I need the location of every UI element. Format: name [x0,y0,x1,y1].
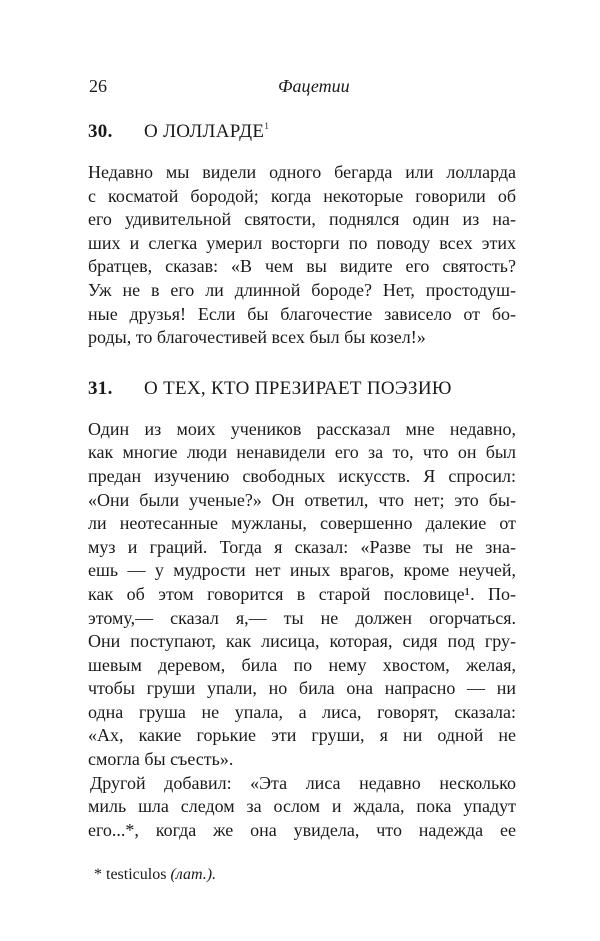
section-30-note-mark: 1 [264,121,270,131]
text-line: предан изучению свободных искусств. Я спросил: [88,465,516,486]
section-31-paragraph-1 [88,418,516,772]
text-line: как об этом говорится в старой пословице¹. По- [88,583,516,604]
text-line: миль шла следом за ослом и ждала, пока упадут [88,796,516,817]
text-line: одна груша не упала, а лиса, говорят, сказала: [88,701,516,722]
section-31-heading [88,378,516,400]
page-number: 26 [89,76,107,96]
text-line: ших и слегка умерил восторги по поводу всех этих [88,232,516,253]
text-line: его удивительной святости, поднялся один из на- [88,209,516,230]
text-line: Один из моих учеников рассказал мне недавно, [88,418,516,439]
text-line: «Ах, какие горькие эти груши, я ни одной не [88,725,516,746]
book-page [88,70,516,884]
text-line: шевым деревом, била по нему хвостом, желая, [88,654,516,675]
text-line: его...*, когда же она увидела, что надежда ее [88,819,516,840]
text-line: с косматой бородой; когда некоторые говорили об [88,185,516,206]
text-line: братцев, сказав: «В чем вы видите его святость? [88,256,516,277]
text-line: «Они были ученые?» Он ответил, что нет; это бы- [88,489,516,510]
text-line: смогла бы съесть». [88,749,234,770]
text-line: ли неотесанные мужланы, совершенно далекие от [88,513,516,534]
text-line: Другой добавил: «Эта лиса недавно несколько [90,772,516,793]
text-line: ешь — у мудрости нет иных врагов, кроме неучей, [88,560,516,581]
section-30-number: 30. [88,121,113,142]
text-line: Недавно мы видели одного бегарда или лолларда [88,162,516,182]
text-line: ные друзья! Если бы благочестие зависело от бо- [88,303,516,324]
text-line: Они поступают, как лисица, которая, сидя под гру- [88,631,516,652]
running-head [88,70,516,102]
footnote [88,866,516,884]
text-line: роды, то благочестивей всех был бы козел!» [88,327,426,348]
text-line: как многие люди ненавидели его за то, что он был [88,442,516,463]
text-line: Уж не в его ли длинной бороде? Нет, простодуш- [88,279,516,300]
section-30-title-text: О ЛОЛЛАРДЕ [144,121,265,142]
footnote-text: testiculos [106,866,167,884]
book-title: Фацетии [278,76,350,96]
text-line: этому,— сказал я,— ты не должен огорчаться. [88,607,516,628]
text-line: муз и граций. Тогда я сказал: «Разве ты не зна- [88,536,516,557]
footnote-lang: (лат.). [170,866,217,884]
section-30-text [88,161,516,350]
text-line: чтобы груши упали, но била она напрасно — ни [88,678,516,699]
section-31-number: 31. [88,377,113,399]
section-31-paragraph-2 [88,772,516,843]
section-30-heading [88,121,516,143]
section-31-title: О ТЕХ, КТО ПРЕЗИРАЕТ ПОЭЗИЮ [144,377,452,399]
section-30-title [144,121,269,143]
footnote-mark: * [94,866,102,884]
